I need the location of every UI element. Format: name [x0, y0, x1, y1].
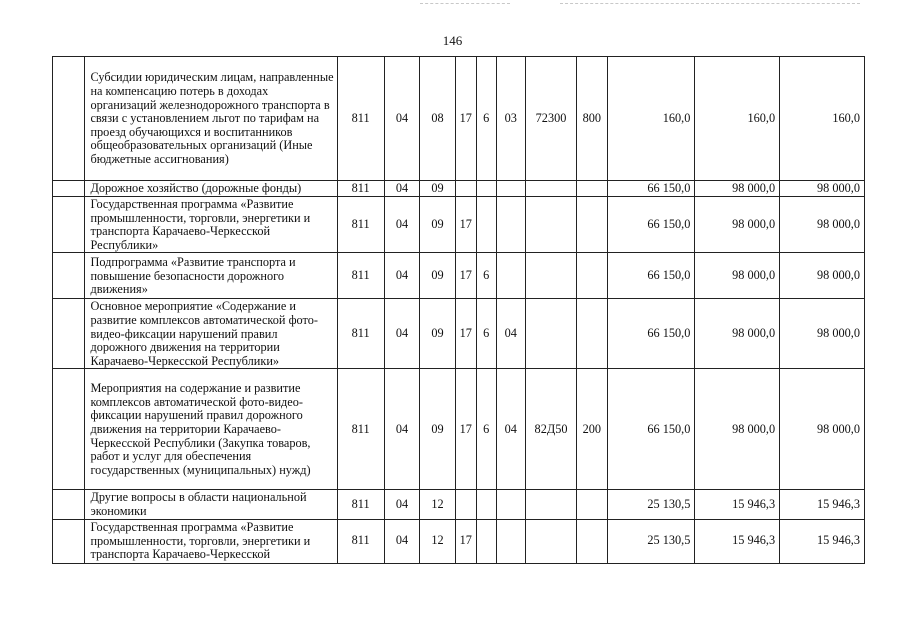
- measure-code: 04: [496, 299, 525, 369]
- expense-type-code: [577, 253, 607, 299]
- expense-type-code: 800: [577, 57, 607, 181]
- subprogram-code: [476, 519, 496, 563]
- measure-code: [496, 197, 525, 253]
- table-row: [53, 253, 865, 299]
- direction-code: [525, 490, 576, 519]
- item-name: Государственная программа «Развитие промышленности, торговли, энергетики и транспорта Карачаево-Черкесской: [85, 519, 337, 563]
- amount-year-3: 98 000,0: [780, 197, 865, 253]
- program-code: 17: [455, 369, 476, 490]
- section-code: 04: [384, 519, 420, 563]
- measure-code: 03: [496, 57, 525, 181]
- direction-code: [525, 299, 576, 369]
- expense-type-code: [577, 519, 607, 563]
- amount-year-1: 160,0: [607, 57, 695, 181]
- program-code: 17: [455, 299, 476, 369]
- section-code: 04: [384, 253, 420, 299]
- section-code: 04: [384, 181, 420, 197]
- item-name: Основное мероприятие «Содержание и развитие комплексов автоматической фото-видео-фиксации нарушений правил дорожного движения на территории Карачаево-Черкесской Республики»: [85, 299, 337, 369]
- expense-type-code: [577, 197, 607, 253]
- section-code: 04: [384, 299, 420, 369]
- subsection-code: 09: [420, 253, 456, 299]
- expense-type-code: [577, 299, 607, 369]
- amount-year-1: 66 150,0: [607, 181, 695, 197]
- direction-code: 72300: [525, 57, 576, 181]
- amount-year-3: 98 000,0: [780, 253, 865, 299]
- row-index-cell: [53, 369, 85, 490]
- subprogram-code: 6: [476, 299, 496, 369]
- direction-code: [525, 519, 576, 563]
- row-index-cell: [53, 197, 85, 253]
- row-index-cell: [53, 519, 85, 563]
- ministry-code: 811: [337, 519, 384, 563]
- subprogram-code: 6: [476, 57, 496, 181]
- ministry-code: 811: [337, 369, 384, 490]
- subsection-code: 09: [420, 369, 456, 490]
- item-name: Субсидии юридическим лицам, направленные на компенсацию потерь в доходах организаций железнодорожного транспорта в связи с установлением льгот по тарифам на проезд обучающихся и воспитанников общеобразовательных организаций (Иные бюджетные ассигнования): [85, 57, 337, 181]
- table-row: [53, 57, 865, 181]
- row-index-cell: [53, 57, 85, 181]
- amount-year-2: 98 000,0: [695, 197, 780, 253]
- amount-year-1: 66 150,0: [607, 197, 695, 253]
- amount-year-1: 66 150,0: [607, 299, 695, 369]
- amount-year-3: 98 000,0: [780, 369, 865, 490]
- expense-type-code: [577, 490, 607, 519]
- section-code: 04: [384, 197, 420, 253]
- table-row: [53, 490, 865, 519]
- ministry-code: 811: [337, 299, 384, 369]
- program-code: 17: [455, 197, 476, 253]
- section-code: 04: [384, 490, 420, 519]
- measure-code: 04: [496, 369, 525, 490]
- amount-year-1: 66 150,0: [607, 369, 695, 490]
- amount-year-3: 15 946,3: [780, 490, 865, 519]
- amount-year-2: 98 000,0: [695, 369, 780, 490]
- direction-code: [525, 181, 576, 197]
- amount-year-2: 15 946,3: [695, 519, 780, 563]
- item-name: Мероприятия на содержание и развитие комплексов автоматической фото-видео-фиксации нарушений правил дорожного движения на территории Карачаево-Черкесской Республики (Закупка товаров, работ и услуг для обеспечения государственных (муниципальных) нужд): [85, 369, 337, 490]
- amount-year-3: 98 000,0: [780, 181, 865, 197]
- table-row: [53, 299, 865, 369]
- subprogram-code: 6: [476, 369, 496, 490]
- expense-type-code: 200: [577, 369, 607, 490]
- subsection-code: 12: [420, 490, 456, 519]
- subsection-code: 09: [420, 181, 456, 197]
- budget-table: [52, 56, 865, 564]
- subsection-code: 09: [420, 197, 456, 253]
- table-row: [53, 369, 865, 490]
- direction-code: [525, 197, 576, 253]
- table-row: [53, 197, 865, 253]
- row-index-cell: [53, 490, 85, 519]
- ministry-code: 811: [337, 57, 384, 181]
- amount-year-3: 160,0: [780, 57, 865, 181]
- expense-type-code: [577, 181, 607, 197]
- subprogram-code: [476, 181, 496, 197]
- subsection-code: 12: [420, 519, 456, 563]
- row-index-cell: [53, 253, 85, 299]
- amount-year-3: 15 946,3: [780, 519, 865, 563]
- scan-artifact-line: [560, 3, 860, 4]
- amount-year-2: 98 000,0: [695, 181, 780, 197]
- item-name: Подпрограмма «Развитие транспорта и повышение безопасности дорожного движения»: [85, 253, 337, 299]
- amount-year-2: 98 000,0: [695, 299, 780, 369]
- row-index-cell: [53, 181, 85, 197]
- measure-code: [496, 253, 525, 299]
- scan-artifact-line: [420, 3, 510, 4]
- direction-code: [525, 253, 576, 299]
- item-name: Другие вопросы в области национальной экономики: [85, 490, 337, 519]
- amount-year-1: 25 130,5: [607, 490, 695, 519]
- amount-year-3: 98 000,0: [780, 299, 865, 369]
- program-code: [455, 181, 476, 197]
- amount-year-2: 98 000,0: [695, 253, 780, 299]
- page-number: 146: [442, 33, 463, 48]
- ministry-code: 811: [337, 197, 384, 253]
- subprogram-code: [476, 490, 496, 519]
- ministry-code: 811: [337, 253, 384, 299]
- direction-code: 82Д50: [525, 369, 576, 490]
- subprogram-code: 6: [476, 253, 496, 299]
- table-row: [53, 181, 865, 197]
- measure-code: [496, 490, 525, 519]
- measure-code: [496, 519, 525, 563]
- subsection-code: 09: [420, 299, 456, 369]
- subsection-code: 08: [420, 57, 456, 181]
- ministry-code: 811: [337, 181, 384, 197]
- row-index-cell: [53, 299, 85, 369]
- table-row: [53, 519, 865, 563]
- subprogram-code: [476, 197, 496, 253]
- program-code: 17: [455, 253, 476, 299]
- amount-year-2: 160,0: [695, 57, 780, 181]
- measure-code: [496, 181, 525, 197]
- section-code: 04: [384, 369, 420, 490]
- amount-year-1: 66 150,0: [607, 253, 695, 299]
- amount-year-2: 15 946,3: [695, 490, 780, 519]
- program-code: [455, 490, 476, 519]
- section-code: 04: [384, 57, 420, 181]
- program-code: 17: [455, 57, 476, 181]
- item-name: Государственная программа «Развитие промышленности, торговли, энергетики и транспорта Карачаево-Черкесской Республики»: [85, 197, 337, 253]
- program-code: 17: [455, 519, 476, 563]
- ministry-code: 811: [337, 490, 384, 519]
- item-name: Дорожное хозяйство (дорожные фонды): [85, 181, 337, 197]
- amount-year-1: 25 130,5: [607, 519, 695, 563]
